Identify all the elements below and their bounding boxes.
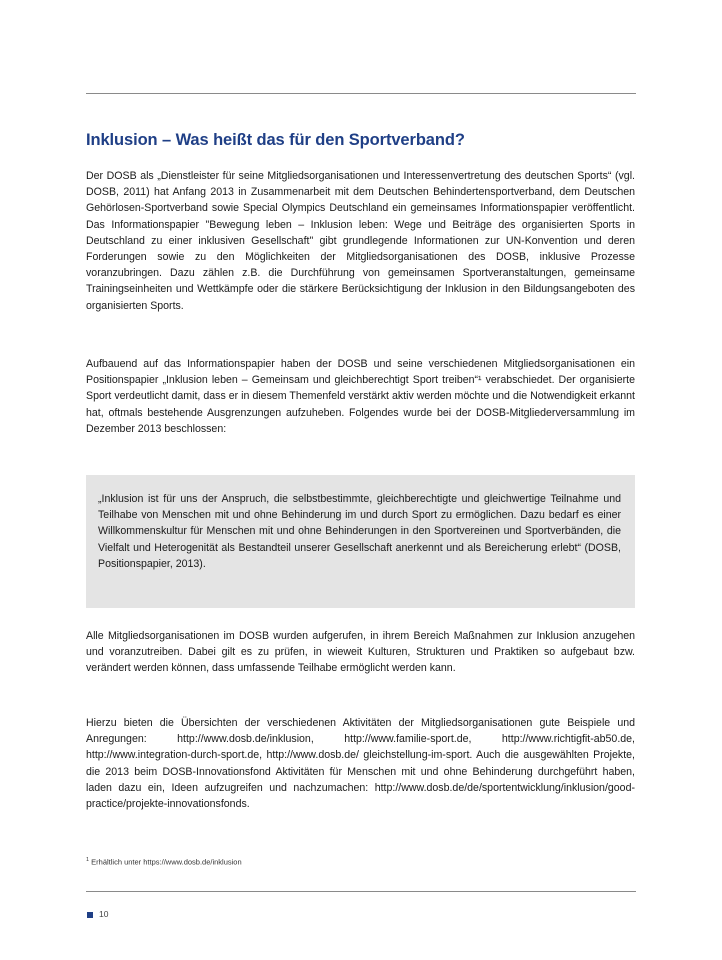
page-number: 10 — [99, 909, 109, 919]
paragraph-member-call: Alle Mitgliedsorganisationen im DOSB wurden aufgerufen, in ihrem Bereich Maßnahmen zur Inklusion anzugehen und voranzutreiben. Dabei gilt es zu prüfen, in wieweit Kulturen, Strukturen und Praktiken so aufgebaut bzw. verändert werden können, dass umfassende Teilhabe ermöglicht werden kann. — [86, 630, 635, 675]
quote-box — [86, 475, 635, 608]
quote-text: „Inklusion ist für uns der Anspruch, die selbstbestimmte, gleichberechtigte und gleichwertige Teilnahme und Teilhabe von Menschen mit und ohne Behinderung im und durch Sport zu ermöglichen. Dazu bedarf es einer Willkommenskultur für Menschen mit und ohne Behinderungen in den Sportvereinen und Sportverbänden, die Vielfalt und Heterogenität als Bestandteil unserer Gesellschaft anerkennt und als Bereicherung erlebt“ (DOSB, Positionspapier, 2013). — [98, 493, 621, 570]
page-marker-square — [87, 912, 93, 918]
paragraph-dosb-intro: Der DOSB als „Dienstleister für seine Mitgliedsorganisationen und Interessenvertretung des deutschen Sports“ (vgl. DOSB, 2011) hat Anfang 2013 in Zusammenarbeit mit dem Deutschen Behindertensportverband, dem Deutschen Gehörlosen-Sportverband sowie Special Olympics Deutschland ein gemeinsames Informationspapier veröffentlicht. Das Informationspapier "Bewegung leben – Inklusion leben: Wege und Beiträge des organisierten Sports in Deutschland zu einer inklusiven Gesellschaft" gibt grundlegende Informationen zur UN-Konvention und deren Forderungen sowie zu den Möglichkeiten der Mitgliedsorganisationen des DOSB, inklusive Prozesse voranzubringen. Dazu zählen z.B. die Durchführung von gemeinsamen Sportveranstaltungen, gemeinsame Trainingseinheiten und Wettkämpfe oder die stärkere Berücksichtigung der Inklusion in den Bildungsangeboten des organisierten Sports. — [86, 170, 635, 312]
paragraph-position-paper: Aufbauend auf das Informationspapier haben der DOSB und seine verschiedenen Mitgliedsorganisationen ein Positionspapier „Inklusion leben – Gemeinsam und gleichberechtigt Sport treiben“¹ verabschiedet. Der organisierte Sport verdeutlicht damit, dass er in diesem Themenfeld verstärkt aktiv werden möchte und die Notwendigkeit erkannt hat, oftmals bestehende Ausgrenzungen aufzuheben. Folgendes wurde bei der DOSB-Mitgliederversammlung im Dezember 2013 beschlossen: — [86, 358, 635, 435]
top-divider — [86, 93, 636, 94]
footnote-marker: 1 — [86, 857, 90, 863]
page-title: Inklusion – Was heißt das für den Sportverband? — [86, 131, 465, 149]
paragraph-resources: Hierzu bieten die Übersichten der verschiedenen Aktivitäten der Mitgliedsorganisationen gute Beispiele und Anregungen: http://www.dosb.de/inklusion, http://www.familie-sport.de, http://www.richtigfit-ab50.de, http://www.integration-durch-sport.de, http://www.dosb.de/ gleichstellung-im-sport. Auch die ausgewählten Projekte, die 2013 beim DOSB-Innovationsfond Aktivitäten für Menschen mit und ohne Behinderung durchgeführt haben, laden dazu ein, Ideen aufzugreifen und nachzumachen: http://www.dosb.de/de/sportentwicklung/inklusion/good-practice/projekte-innovationsfonds. — [86, 717, 635, 811]
bottom-divider — [86, 891, 636, 892]
footnote — [86, 855, 242, 868]
footnote-text: Erhältlich unter https://www.dosb.de/inklusion — [91, 857, 242, 867]
